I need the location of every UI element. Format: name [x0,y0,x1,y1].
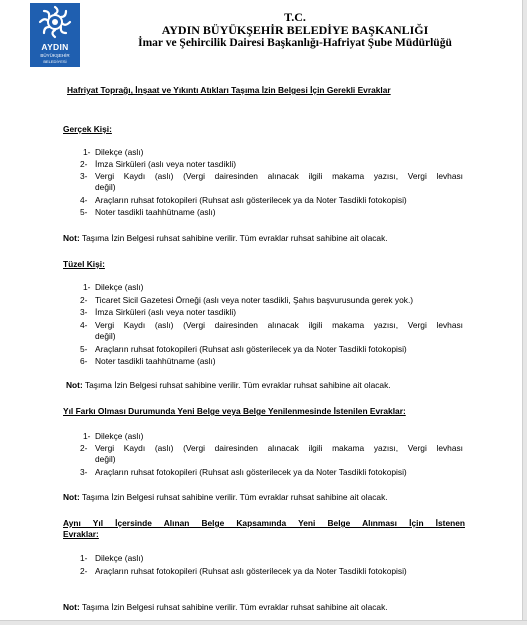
note-text: Taşıma İzin Belgesi ruhsat sahibine verilir. Tüm evraklar ruhsat sahibine ait olacak. [79,492,388,502]
note [66,380,391,390]
list-item: Araçların ruhsat fotokopileri (Ruhsat aslı gösterilecek ya da Noter Tasdikli fotokopisi) [95,195,407,205]
logo-name: AYDIN [41,42,69,52]
section-title-same-year-cont: Evraklar: [63,529,99,539]
list-item-number: 5- [80,344,88,354]
list-item: Noter tasdikli taahhütname (aslı) [95,207,216,217]
sun-emblem-icon [30,3,80,43]
list-item-continuation: değil) [95,331,116,341]
list-item-number: 4- [80,320,88,330]
logo-subtitle-2: BELEDİYESİ [43,59,67,64]
list-item-number: 2- [80,159,88,169]
list-item: Dilekçe (aslı) [95,282,144,292]
list-item-number: 2- [80,443,88,453]
list-item-continuation: değil) [95,454,116,464]
list-item-number: 1- [83,431,91,441]
note [63,602,388,612]
section-title-real-person: Gerçek Kişi: [63,124,112,134]
header-tc: T.C. [284,10,306,24]
header-municipality: AYDIN BÜYÜKŞEHİR BELEDİYE BAŞKANLIĞI [161,23,429,37]
note-text: Taşıma İzin Belgesi ruhsat sahibine verilir. Tüm evraklar ruhsat sahibine ait olacak. [79,602,388,612]
page-frame-bottom [0,620,527,625]
list-item: Araçların ruhsat fotokopileri (Ruhsat aslı gösterilecek ya da Noter Tasdikli fotokopisi) [95,344,407,354]
list-item-number: 2- [80,566,88,576]
note [63,233,388,243]
list-item-number: 3- [80,467,88,477]
note [63,492,388,502]
section-title-renewal: Yıl Farkı Olması Durumunda Yeni Belge veya Belge Yenilenmesinde İstenilen Evraklar: [63,406,406,416]
list-item-continuation: değil) [95,182,116,192]
page-frame-right [522,0,527,624]
note-text: Taşıma İzin Belgesi ruhsat sahibine verilir. Tüm evraklar ruhsat sahibine ait olacak. [79,233,388,243]
document-title: Hafriyat Toprağı, İnşaat ve Yıkıntı Atıkları Taşıma İzin Belgesi İçin Gerekli Evraklar [67,85,391,95]
list-item: Dilekçe (aslı) [95,147,144,157]
municipality-logo [30,3,80,67]
note-label: Not: [63,492,80,502]
list-item: Araçların ruhsat fotokopileri (Ruhsat aslı gösterilecek ya da Noter Tasdikli fotokopisi) [95,566,407,576]
note-label: Not: [66,380,83,390]
note-label: Not: [63,602,80,612]
list-item: Dilekçe (aslı) [95,431,144,441]
list-item-number: 5- [80,207,88,217]
list-item-number: 3- [80,171,88,181]
list-item: İmza Sirküleri (aslı veya noter tasdikli) [95,159,237,169]
logo-subtitle: BÜYÜKŞEHİR [40,53,70,58]
note-label: Not: [63,233,80,243]
note-text: Taşıma İzin Belgesi ruhsat sahibine verilir. Tüm evraklar ruhsat sahibine ait olacak. [82,380,391,390]
list-item-number: 6- [80,356,88,366]
list-item-number: 4- [80,195,88,205]
list-item: Vergi Kaydı (aslı) (Vergi dairesinden alınacak ilgili makama yazısı, Vergi levhası [95,320,463,330]
list-item: Vergi Kaydı (aslı) (Vergi dairesinden alınacak ilgili makama yazısı, Vergi levhası [95,443,463,453]
list-item: Ticaret Sicil Gazetesi Örneği (aslı veya noter tasdikli, Şahıs başvurusunda gerek yok.) [95,295,414,305]
section-title-same-year: Aynı Yıl İçersinde Alınan Belge Kapsamında Yeni Belge Alınması İçin İstenen [63,518,465,528]
list-item: İmza Sirküleri (aslı veya noter tasdikli) [95,307,237,317]
list-item-number: 1- [83,282,91,292]
list-item-number: 1- [80,553,88,563]
list-item: Dilekçe (aslı) [95,553,144,563]
list-item-number: 2- [80,295,88,305]
list-item-number: 3- [80,307,88,317]
list-item: Araçların ruhsat fotokopileri (Ruhsat aslı gösterilecek ya da Noter Tasdikli fotokopisi) [95,467,407,477]
list-item: Vergi Kaydı (aslı) (Vergi dairesinden alınacak ilgili makama yazısı, Vergi levhası [95,171,463,181]
list-item-number: 1- [83,147,91,157]
section-title-legal-entity: Tüzel Kişi: [63,259,105,269]
header-department: İmar ve Şehircilik Dairesi Başkanlığı-Hafriyat Şube Müdürlüğü [138,37,452,49]
list-item: Noter tasdikli taahhütname (aslı) [95,356,216,366]
